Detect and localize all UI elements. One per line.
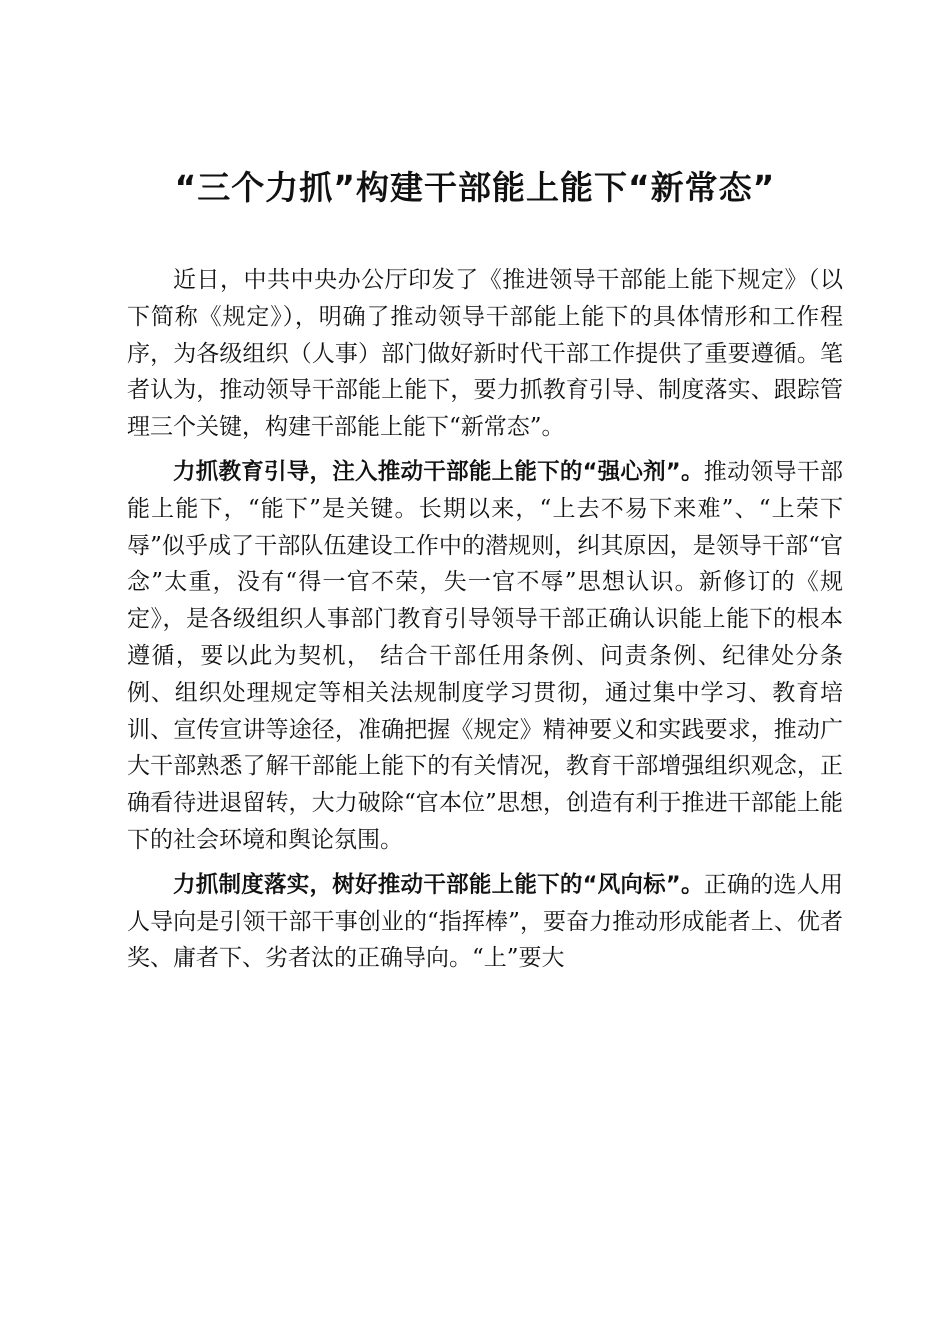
paragraph-intro-text: 近日，中共中央办公厅印发了《推进领导干部能上能下规定》（以下简称《规定》），明确了推动领导干部能上能下的具体情形和工作程序，为各级组织（人事）部门做好新时代干部工作提供了重要遵循。笔者认为，推动领导干部能上能下，要力抓教育引导、制度落实、跟踪管理三个关键，构建干部能上能下“新常态”。 <box>127 267 843 441</box>
paragraph-body-text: 推动领导干部能上能下，“能下”是关键。长期以来，“上去不易下来难”、“上荣下辱”似乎成了干部队伍建设工作中的潜规则，纠其原因，是领导干部“官念”太重，没有“得一官不荣，失一官不辱”思想认识。新修订的《规定》，是各级组织人事部门教育引导领导干部正确认识能上能下的根本遵循，要以此为契机， 结合干部任用条例、问责条例、纪律处分条例、组织处理规定等相关法规制度学习贯彻，通过集中学习、教育培训、宣传宣讲等途径，准确把握《规定》精神要义和实践要求，推动广大干部熟悉了解干部能上能下的有关情况，教育干部增强组织观念，正确看待进退留转，大力破除“官本位”思想，创造有利于推进干部能上能下的社会环境和舆论氛围。 <box>127 458 843 853</box>
document-title: “三个力抓”构建干部能上能下“新常态” <box>174 168 776 207</box>
paragraph-body-text: 正确的选人用人导向是引领干部干事创业的“指挥棒”，要奋力推动形成能者上、优者奖、庸者下、劣者汰的正确导向。“上”要大 <box>127 871 843 972</box>
paragraph-system-implementation <box>127 867 843 977</box>
paragraph-intro <box>127 262 843 446</box>
paragraph-lead-heading: 力抓制度落实，树好推动干部能上能下的“风向标”。 <box>173 871 704 898</box>
document-body <box>127 262 843 977</box>
paragraph-lead-heading: 力抓教育引导，注入推动干部能上能下的“强心剂”。 <box>173 458 704 485</box>
paragraph-education-guidance <box>127 454 843 859</box>
